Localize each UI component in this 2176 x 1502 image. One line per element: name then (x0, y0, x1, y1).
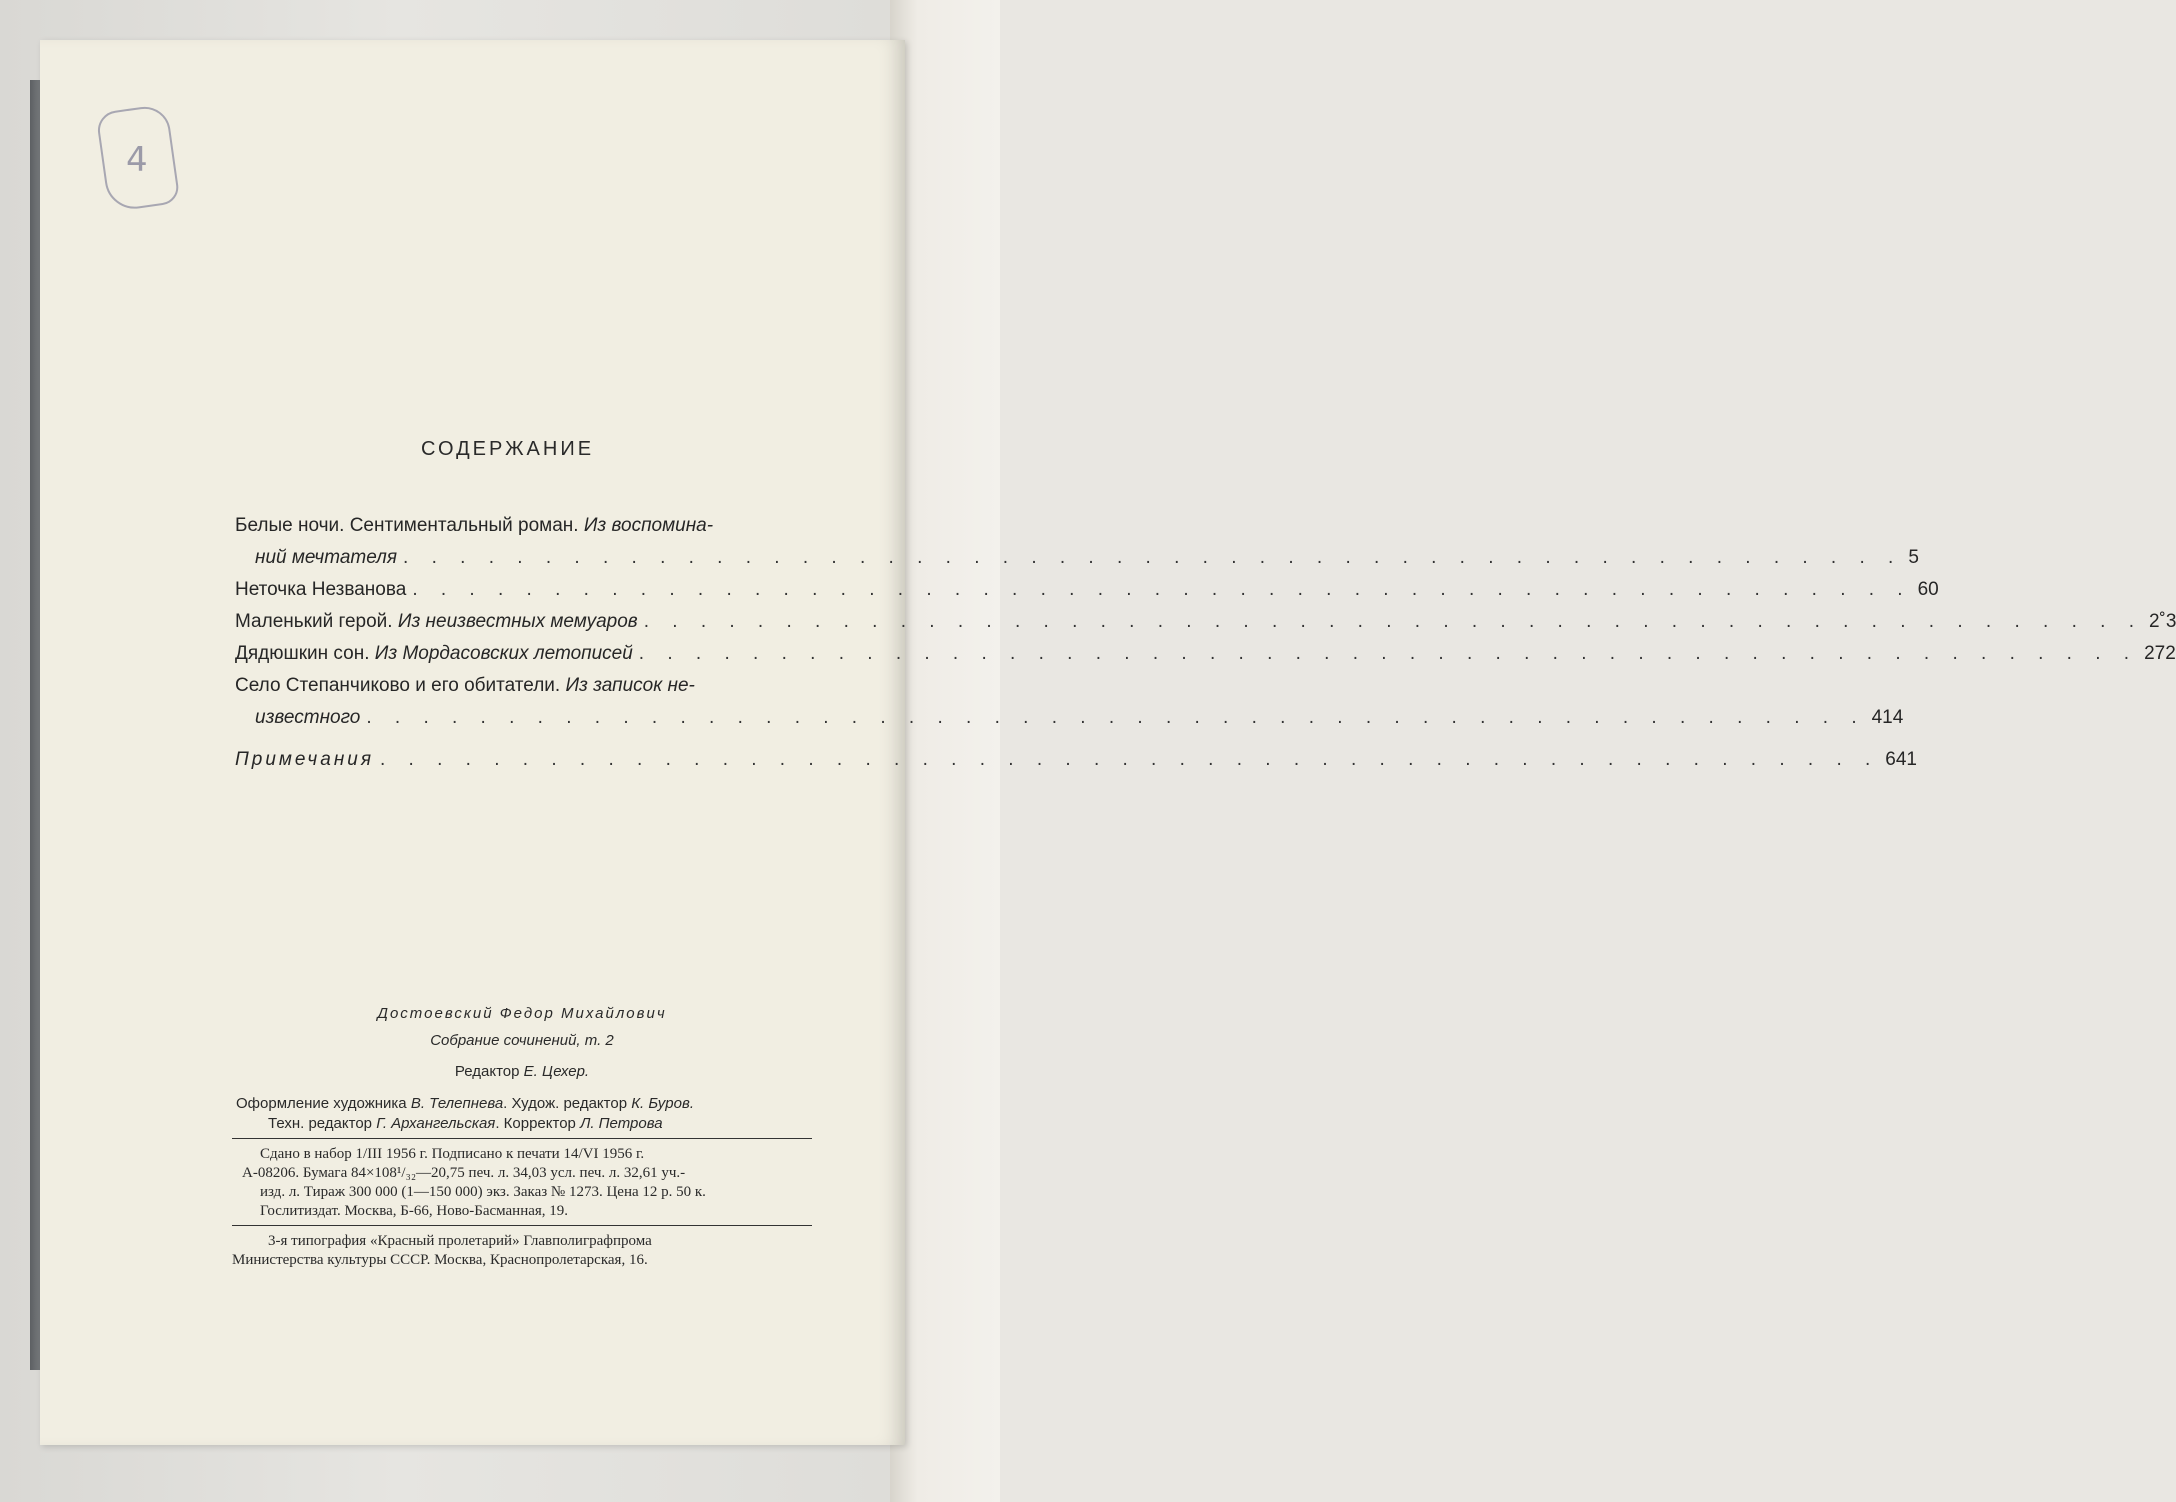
toc-entry-line (235, 547, 1919, 579)
toc-entry-title: Примечания (235, 749, 374, 770)
leader-dots: . . . . . . . . . . . . . . . . . . . . . . . . . . . . . . . . . . . . . . . . . . . . . . . . . . . . . (638, 643, 2139, 664)
colophon-author: Достоевский Федор Михайлович (377, 1005, 667, 1022)
toc-entry-line (235, 707, 1904, 739)
toc-page-number: 414 (1871, 707, 1904, 728)
pencil-mark-glyph: 4 (126, 140, 148, 180)
toc-entry-subtitle: Из записок не- (565, 675, 695, 696)
toc-entry (235, 611, 2176, 643)
toc-entry-line (235, 675, 810, 707)
colophon (232, 1005, 812, 1270)
table-of-contents (235, 515, 2176, 781)
publication-info: Сдано в набор 1/III 1956 г. Подписано к печати 14/VI 1956 г. А-08206. Бумага 84×108¹/₃₂—20,75 печ. л. 34,03 усл. печ. л. 32,61 уч.- изд. л. Тираж 300 000 (1—150 000) экз. Заказ № 1273. Цена 12 р. 50 к. Гослитиздат. Москва, Б-66, Ново-Басманная, 19. (242, 1146, 706, 1219)
toc-entry-title: Неточка Незванова (235, 579, 407, 600)
leader-dots: . . . . . . . . . . . . . . . . . . . . . . . . . . . . . . . . . . . . . . . . . . . . . . . . . . . . . (366, 707, 1866, 728)
toc-entry-subtitle: ний мечтателя (255, 547, 398, 568)
toc-entry-subtitle: Из Мордасовских летописей (374, 643, 633, 664)
leader-dots: . . . . . . . . . . . . . . . . . . . . . . . . . . . . . . . . . . . . . . . . . . . . . . . . . . . . . (643, 611, 2143, 632)
printer-info: 3-я типография «Красный пролетарий» Главполиграфпрома Министерства культуры СССР. Москва, Краснопролетарская, 16. (232, 1233, 652, 1268)
toc-entry-title: Белые ночи. Сентиментальный роман. (235, 515, 584, 536)
toc-entry-title: Село Степанчиково и его обитатели. (235, 675, 566, 696)
toc-page-number: 5 (1908, 547, 1919, 568)
credits-line: Оформление художника В. Телепнева. Худож. редактор К. Буров. (236, 1095, 694, 1112)
toc-entry (235, 515, 1919, 579)
toc-page-number: 60 (1917, 579, 1939, 600)
colophon-editor: Редактор Е. Цехер. (454, 1063, 590, 1080)
toc-entry (235, 643, 2176, 675)
colophon-work: Собрание сочинений, т. 2 (430, 1032, 614, 1049)
toc-page-number: 272 (2144, 643, 2176, 664)
divider (232, 1138, 812, 1139)
credits-line: Техн. редактор Г. Архангельская. Корректор Л. Петрова (268, 1115, 663, 1132)
toc-title: СОДЕРЖАНИЕ (420, 438, 595, 460)
toc-entry-subtitle: Из неизвестных мемуаров (397, 611, 638, 632)
toc-entry-title: Дядюшкин сон. (235, 643, 375, 664)
toc-entry (235, 675, 1904, 739)
divider (232, 1225, 812, 1226)
toc-entry-title: Маленький герой. (235, 611, 398, 632)
colophon-credits (232, 1094, 812, 1134)
toc-entry (235, 579, 1939, 611)
leader-dots: . . . . . . . . . . . . . . . . . . . . . . . . . . . . . . . . . . . . . . . . . . . . . . . . . . . . . (403, 547, 1903, 568)
toc-page-number: 2˚3 (2148, 611, 2176, 632)
toc-entry-subtitle: известного (255, 707, 361, 728)
toc-entry-subtitle: Из воспомина- (583, 515, 714, 536)
leader-dots: . . . . . . . . . . . . . . . . . . . . . . . . . . . . . . . . . . . . . . . . . . . . . . . . . . . . . (380, 749, 1880, 770)
toc-entry (235, 749, 1917, 781)
show-through-text (230, 200, 920, 530)
leader-dots: . . . . . . . . . . . . . . . . . . . . . . . . . . . . . . . . . . . . . . . . . . . . . . . . . . . . . (412, 579, 1912, 600)
toc-page-number: 641 (1885, 749, 1917, 770)
toc-entry-line (235, 515, 810, 547)
